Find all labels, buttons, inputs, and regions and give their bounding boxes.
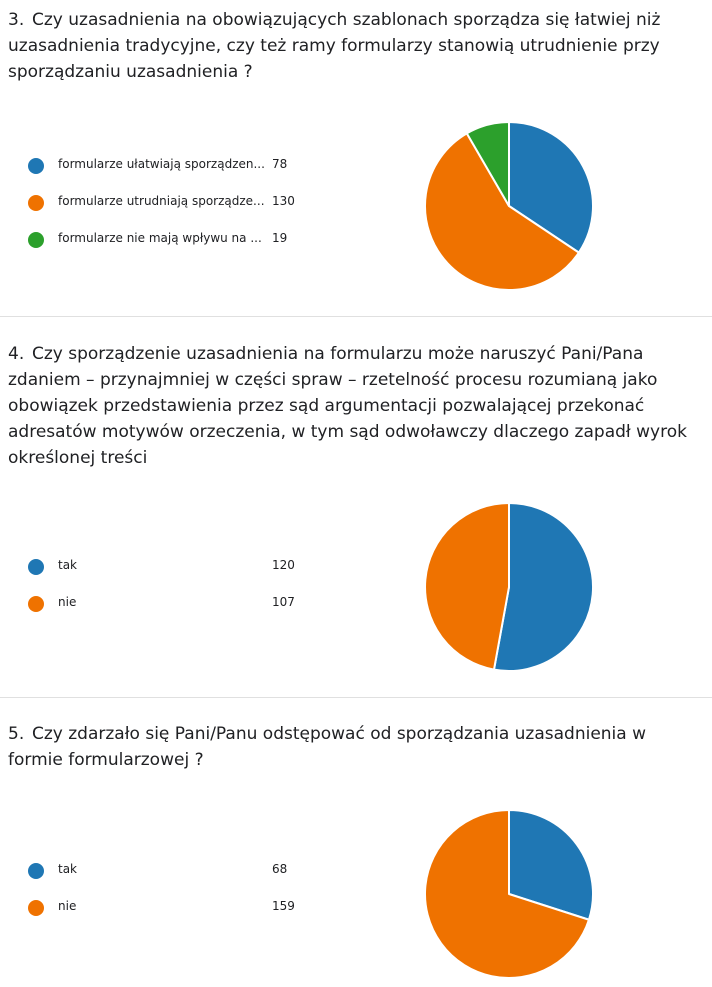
- legend-label: nie: [58, 899, 77, 913]
- legend-item: [28, 557, 318, 594]
- legend-swatch: [28, 195, 44, 211]
- legend-swatch: [28, 232, 44, 248]
- legend-label: tak: [58, 862, 78, 876]
- legend-item: [28, 230, 318, 267]
- question-section-3: [0, 0, 712, 316]
- pie-slice: [425, 503, 509, 670]
- chart-legend: [28, 557, 318, 631]
- legend-value: 120: [272, 558, 295, 572]
- pie-chart: [419, 116, 599, 296]
- legend-value: 159: [272, 899, 295, 913]
- question-number: 3.: [8, 10, 25, 30]
- legend-value: 19: [272, 231, 288, 245]
- legend-swatch: [28, 863, 44, 879]
- question-text: Czy zdarzało się Pani/Panu odstępować od sporządzania uzasadnienia w formie formularzowej ?: [8, 724, 647, 770]
- chart-legend: [28, 156, 318, 267]
- question-number: 5.: [8, 724, 25, 744]
- question-title: [8, 341, 698, 471]
- question-number: 4.: [8, 344, 25, 364]
- question-section-4: [0, 317, 712, 697]
- question-text: Czy sporządzenie uzasadnienia na formularzu może naruszyć Pani/Pana zdaniem – przynajmniej w części spraw – rzetelność procesu rozumianą jako obowiązek przedstawienia przez sąd argumentacji pozwalającej przekonać adresatów motywów orzeczenia, w tym sąd odwoławczy dlaczego zapadł wyrok określonej treści: [8, 344, 687, 468]
- legend-label: nie: [58, 595, 77, 609]
- legend-label: formularze utrudniają sporządze...: [58, 194, 265, 208]
- legend-label: formularze ułatwiają sporządzen...: [58, 157, 265, 171]
- legend-swatch: [28, 158, 44, 174]
- legend-swatch: [28, 596, 44, 612]
- legend-item: [28, 193, 318, 230]
- chart-legend: [28, 861, 318, 935]
- question-title: [8, 721, 698, 773]
- question-section-5: [0, 698, 712, 987]
- pie-chart: [419, 804, 599, 984]
- legend-item: [28, 594, 318, 631]
- legend-item: [28, 861, 318, 898]
- legend-label: formularze nie mają wpływu na ...: [58, 231, 262, 245]
- question-title: [8, 7, 698, 85]
- legend-value: 107: [272, 595, 295, 609]
- legend-item: [28, 898, 318, 935]
- legend-label: tak: [58, 558, 78, 572]
- legend-value: 78: [272, 157, 288, 171]
- pie-chart: [419, 497, 599, 677]
- legend-value: 68: [272, 862, 288, 876]
- legend-swatch: [28, 900, 44, 916]
- legend-item: [28, 156, 318, 193]
- legend-value: 130: [272, 194, 295, 208]
- question-text: Czy uzasadnienia na obowiązujących szablonach sporządza się łatwiej niż uzasadnienia tradycyjne, czy też ramy formularzy stanowią utrudnienie przy sporządzaniu uzasadnienia ?: [8, 10, 661, 82]
- legend-swatch: [28, 559, 44, 575]
